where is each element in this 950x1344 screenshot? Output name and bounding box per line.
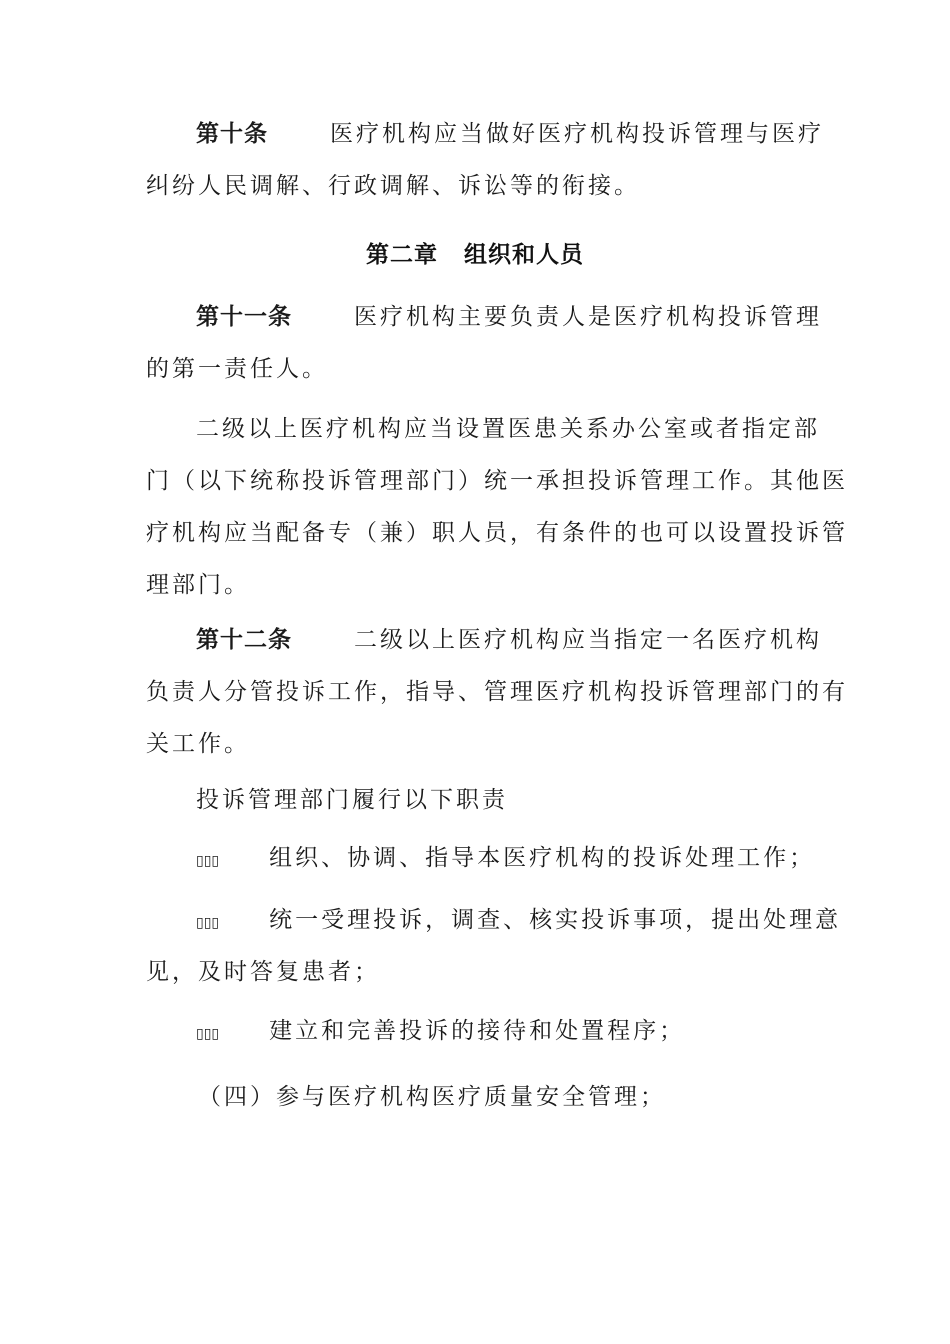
article-10-text-1: 医疗机构应当做好医疗机构投诉管理与医疗 [330,121,824,147]
duty-item-1 [146,832,816,884]
article-11-text-1: 医疗机构主要负责人是医疗机构投诉管理 [354,304,822,330]
article-11-paragraph-2 [146,403,848,611]
duty-item-1-text: 组织、协调、指导本医疗机构的投诉处理工作； [269,845,816,871]
duty-item-3 [146,1005,808,1057]
article-12 [146,614,848,770]
duties-intro-text: 投诉管理部门履行以下职责 [196,787,508,813]
duty-item-4-marker: （四） [198,1084,276,1110]
article-12-text-3: 关工作。 [146,731,250,757]
duty-item-2-text: 统一受理投诉，调查、核实投诉事项，提出处理意 [269,907,842,933]
duty-item-3-text: 建立和完善投诉的接待和处置程序； [269,1018,686,1044]
duty-item-3-marker: ▯▯▯ [196,1026,220,1042]
article-11-text-2: 的第一责任人。 [146,356,328,382]
article-10-label: 第十条 [196,121,268,147]
article-12-text-1: 二级以上医疗机构应当指定一名医疗机构 [354,627,822,653]
chapter-heading [0,236,950,269]
duty-item-4 [146,1071,808,1123]
article-11 [146,291,822,395]
article-12-text-2: 负责人分管投诉工作，指导、管理医疗机构投诉管理部门的有 [146,679,848,705]
duty-item-4-text: 参与医疗机构医疗质量安全管理； [276,1084,666,1110]
article-11-p2-line-3: 疗机构应当配备专（兼）职人员，有条件的也可以设置投诉管 [146,520,848,546]
chapter-name: 组织和人员 [464,242,584,268]
duties-intro [146,774,808,826]
article-10-text-2: 纠纷人民调解、行政调解、诉讼等的衔接。 [146,173,640,199]
duty-item-1-marker: ▯▯▯ [196,853,220,869]
article-11-p2-line-4: 理部门。 [146,572,250,598]
article-12-label: 第十二条 [196,627,292,653]
article-11-label: 第十一条 [196,304,292,330]
chapter-number: 第二章 [366,242,438,268]
article-11-p2-line-2: 门（以下统称投诉管理部门）统一承担投诉管理工作。其他医 [146,468,848,494]
article-10 [146,108,824,212]
article-11-p2-line-1: 二级以上医疗机构应当设置医患关系办公室或者指定部 [196,416,820,442]
duty-item-2-cont: 见，及时答复患者； [146,959,380,985]
duty-item-2 [146,894,842,998]
duty-item-2-marker: ▯▯▯ [196,915,220,931]
